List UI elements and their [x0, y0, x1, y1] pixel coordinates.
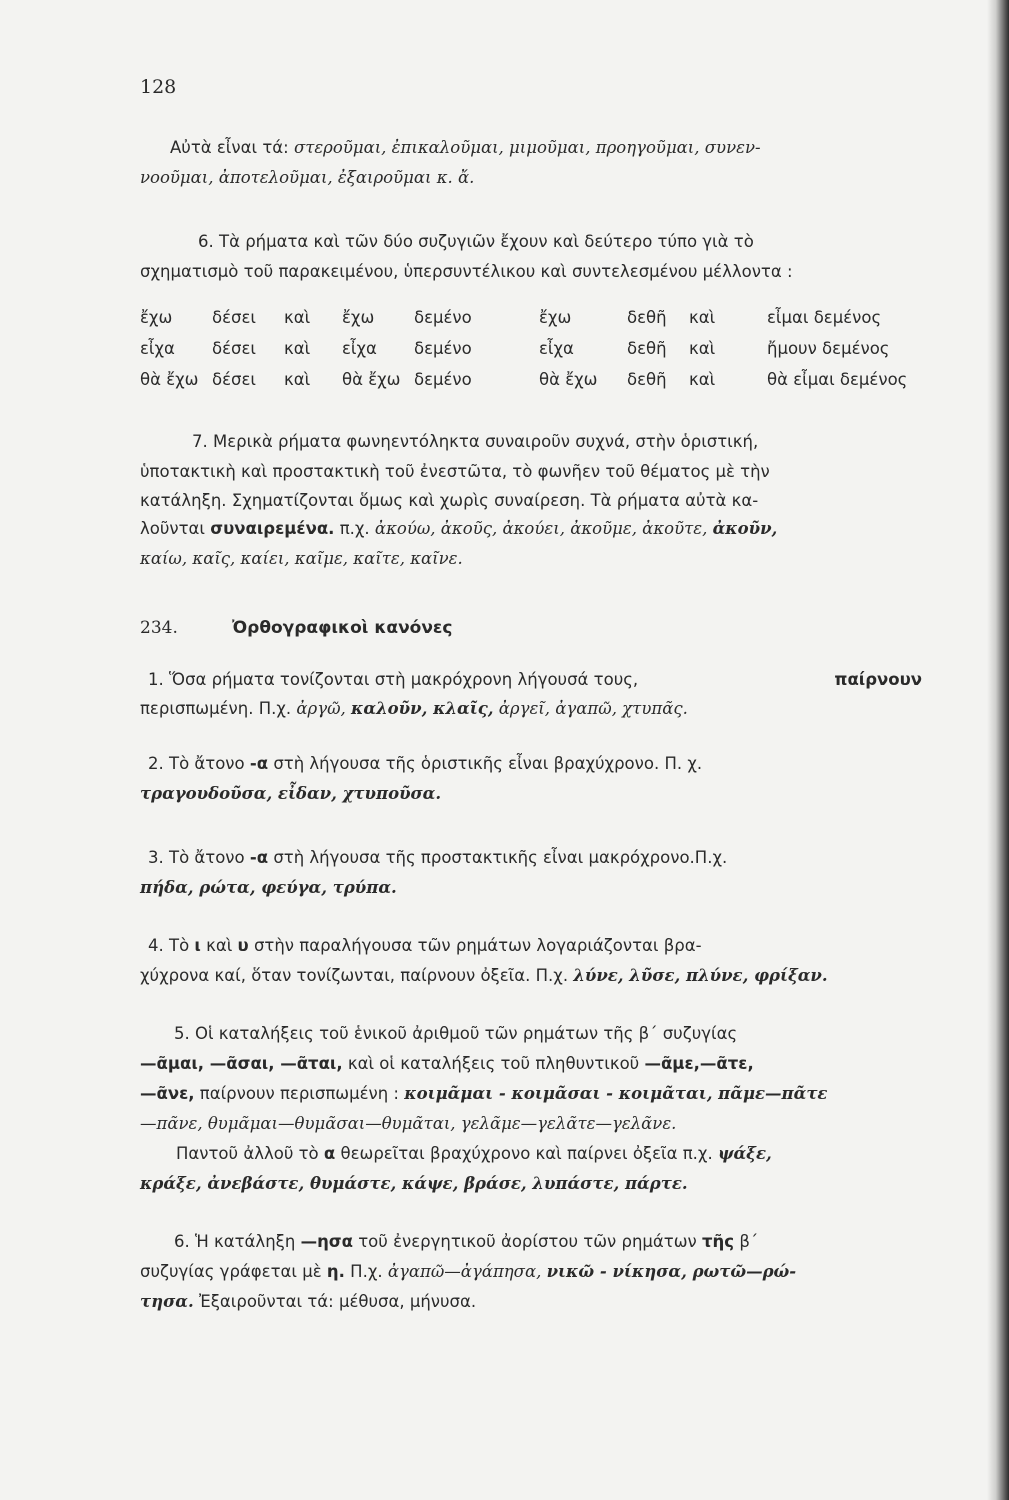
table-cell: ἔχω: [140, 308, 173, 327]
example-bold: τησα.: [140, 1292, 194, 1311]
table-cell: καὶ: [284, 308, 311, 327]
conjugation-table: [140, 302, 907, 395]
term-bold: τῆς: [702, 1232, 735, 1251]
table-row: [140, 364, 907, 395]
table-cell: εἶχα: [140, 339, 175, 358]
rule-7-line-5: καίω, καῖς, καίει, καῖμε, καῖτε, καῖνε.: [140, 549, 463, 568]
table-row: [140, 302, 907, 333]
table-cell: δεθῆ: [627, 370, 667, 389]
table-cell: δέσει: [212, 308, 256, 327]
intro-line-2: νοοῦμαι, ἀποτελοῦμαι, ἐξαιροῦμαι κ. ἄ.: [140, 168, 475, 187]
table-cell: δέσει: [212, 370, 256, 389]
text-span: στὴ λήγουσα τῆς ὁριστικῆς εἶναι βραχύχρονο. Π. χ.: [273, 754, 703, 773]
page-number: 128: [140, 76, 177, 98]
text-span: 1. Ὅσα ρήματα τονίζονται στὴ μακρόχρονη λήγουσά τους,: [148, 670, 639, 689]
text-span: στὴν παραλήγουσα τῶν ρημάτων λογαριάζονται βρα-: [253, 936, 702, 955]
term-bold: η.: [326, 1262, 345, 1281]
example-bold: λύνε, λῦσε, πλύνε, φρίξαν.: [573, 966, 828, 985]
text-span: 2. Τὸ ἄτονο: [148, 754, 245, 773]
term-bold: —ᾶμαι, —ᾶσαι, —ᾶται,: [140, 1054, 343, 1073]
table-cell: ἔχω: [342, 308, 375, 327]
r5-line-5: [140, 1142, 922, 1166]
example-span: ἀκούω, ἀκοῦς, ἀκούει, ἀκοῦμε, ἀκοῦτε,: [374, 519, 708, 538]
rule-7-line-1: 7. Μερικὰ ρήματα φωνηεντόληκτα συναιροῦν συχνά, στὴν ὁριστική,: [192, 432, 759, 451]
rule-6-line-2: σχηματισμὸ τοῦ παρακειμένου, ὑπερσυντέλικου καὶ συντελεσμένου μέλλοντα :: [140, 262, 793, 281]
example-span: ἀγαπῶ—ἀγάπησα,: [387, 1262, 542, 1281]
rule-6-line-1: 6. Τὰ ρήματα καὶ τῶν δύο συζυγιῶν ἔχουν καὶ δεύτερο τύπο γιὰ τὸ: [198, 232, 754, 251]
example-bold: καλοῦν, κλαῖς,: [351, 699, 494, 718]
table-cell: καὶ: [689, 339, 716, 358]
r4-line-1: [140, 934, 922, 958]
text-span: καὶ: [206, 936, 233, 955]
example-bold: νικῶ - νίκησα, ρωτῶ—ρώ-: [546, 1262, 797, 1281]
r4-line-2: [140, 964, 922, 988]
term-bold: -α: [249, 754, 269, 773]
example-bold: ἀκοῦν,: [712, 519, 778, 538]
table-cell: δεθῆ: [627, 308, 667, 327]
rule-7-line-2: ὑποτακτικὴ καὶ προστακτικὴ τοῦ ἐνεστῶτα, τὸ φωνῆεν τοῦ θέματος μὲ τὴν: [140, 462, 770, 481]
r5-line-1: 5. Οἱ καταλήξεις τοῦ ἑνικοῦ ἀριθμοῦ τῶν ρημάτων τῆς β΄ συζυγίας: [174, 1024, 738, 1043]
r2-line-2: τραγουδοῦσα, εἶδαν, χτυποῦσα.: [140, 784, 442, 803]
table-row: [140, 333, 907, 364]
text-span: 4. Τὸ: [148, 936, 190, 955]
r6-line-1: [140, 1230, 922, 1254]
table-cell: δεμένο: [414, 308, 472, 327]
table-cell: δεμένο: [414, 339, 472, 358]
example-span: ἀργῶ,: [296, 699, 346, 718]
table-cell: καὶ: [689, 370, 716, 389]
r6-line-2: [140, 1260, 922, 1284]
intro-list: στερoῦμαι, ἐπικαλοῦμαι, μιμοῦμαι, προηγοῦμαι, συνεν-: [293, 138, 761, 157]
r5-line-3: [140, 1082, 922, 1106]
page-edge-shadow: [987, 0, 1009, 1500]
table-cell: καὶ: [284, 339, 311, 358]
table-cell: θὰ ἔχω: [140, 370, 199, 389]
rule-7-line-4: [140, 517, 922, 541]
text-span: παίρνουν περισπωμένη :: [199, 1084, 399, 1103]
table-cell: θὰ ἔχω: [539, 370, 598, 389]
text-span: π.χ.: [339, 519, 370, 538]
table-cell: ἔχω: [539, 308, 572, 327]
text-span: λοῦνται: [140, 519, 206, 538]
term-bold: υ: [237, 936, 249, 955]
r1-line-1: [140, 668, 922, 692]
table-cell: εἶχα: [342, 339, 377, 358]
term-bold: —ησα: [300, 1232, 353, 1251]
example-bold: κοιμᾶμαι - κοιμᾶσαι - κοιμᾶται, πᾶμε—πᾶτε: [404, 1084, 828, 1103]
term-bold: —ᾶμε,—ᾶτε,: [644, 1054, 754, 1073]
text-span: τοῦ ἐνεργητικοῦ ἀορίστου τῶν ρημάτων: [358, 1232, 697, 1251]
text-span: Ἐξαιροῦνται τά: μέθυσα, μήνυσα.: [198, 1292, 477, 1311]
intro-line-1: [140, 136, 922, 160]
text-span: χύχρονα καί, ὅταν τονίζωνται, παίρνουν ὀξεῖα. Π.χ.: [140, 966, 569, 985]
text-span: Π.χ.: [350, 1262, 383, 1281]
text-span: 3. Τὸ ἄτονο: [148, 848, 245, 867]
rule-7-line-3: κατάληξη. Σχηματίζονται ὅμως καὶ χωρὶς συναίρεση. Τὰ ρήματα αὐτὰ κα-: [140, 491, 759, 510]
text-span: β΄: [739, 1232, 759, 1251]
table-cell: δεθῆ: [627, 339, 667, 358]
text-span: θεωρεῖται βραχύχρονο καὶ παίρνει ὀξεῖα π.χ.: [340, 1144, 713, 1163]
r5-line-2: [140, 1052, 922, 1076]
r6-line-3: [140, 1290, 922, 1314]
table-cell: δεμένο: [414, 370, 472, 389]
term-bold: -α: [249, 848, 269, 867]
term-bold: συναιρεμένα.: [210, 519, 335, 538]
table-cell: εἶμαι δεμένος: [767, 308, 882, 327]
r3-line-1: [140, 846, 922, 870]
term-bold: παίρνουν: [834, 670, 922, 689]
text-span: Παντοῦ ἀλλοῦ τὸ: [176, 1144, 319, 1163]
text-span: στὴ λήγουσα τῆς προστακτικῆς εἶναι μακρόχρονο.Π.χ.: [273, 848, 728, 867]
table-cell: δέσει: [212, 339, 256, 358]
table-cell: θὰ εἶμαι δεμένος: [767, 370, 908, 389]
term-bold: ι: [194, 936, 201, 955]
table-cell: καὶ: [689, 308, 716, 327]
example-bold: ψάξε,: [717, 1144, 772, 1163]
r1-line-2: [140, 697, 922, 721]
text-span: 6. Ἡ κατάληξη: [174, 1232, 296, 1251]
section-number: 234.: [140, 618, 178, 638]
r3-line-2: πήδα, ρώτα, φεύγα, τρύπα.: [140, 878, 397, 897]
table-cell: ἤμουν δεμένος: [767, 339, 890, 358]
text-span: περισπωμένη. Π.χ.: [140, 699, 292, 718]
term-bold: α: [323, 1144, 336, 1163]
r5-line-4: —πᾶνε, θυμᾶμαι—θυμᾶσαι—θυμᾶται, γελᾶμε—γελᾶτε—γελᾶνε.: [140, 1114, 677, 1133]
term-bold: —ᾶνε,: [140, 1084, 195, 1103]
table-cell: καὶ: [284, 370, 311, 389]
section-heading: [140, 618, 453, 638]
intro-lead: Αὐτὰ εἶναι τά:: [170, 138, 289, 157]
table-cell: εἶχα: [539, 339, 574, 358]
table-cell: θὰ ἔχω: [342, 370, 401, 389]
r5-line-6: κράξε, ἀνεβάστε, θυμάστε, κάψε, βράσε, λυπάστε, πάρτε.: [140, 1174, 688, 1193]
text-span: καὶ οἱ καταλήξεις τοῦ πληθυντικοῦ: [347, 1054, 640, 1073]
example-span: ἀργεῖ, ἀγαπῶ, χτυπᾶς.: [498, 699, 688, 718]
text-span: συζυγίας γράφεται μὲ: [140, 1262, 322, 1281]
section-title: Ὀρθογραφικοὶ κανόνες: [232, 618, 453, 638]
r2-line-1: [140, 752, 922, 776]
